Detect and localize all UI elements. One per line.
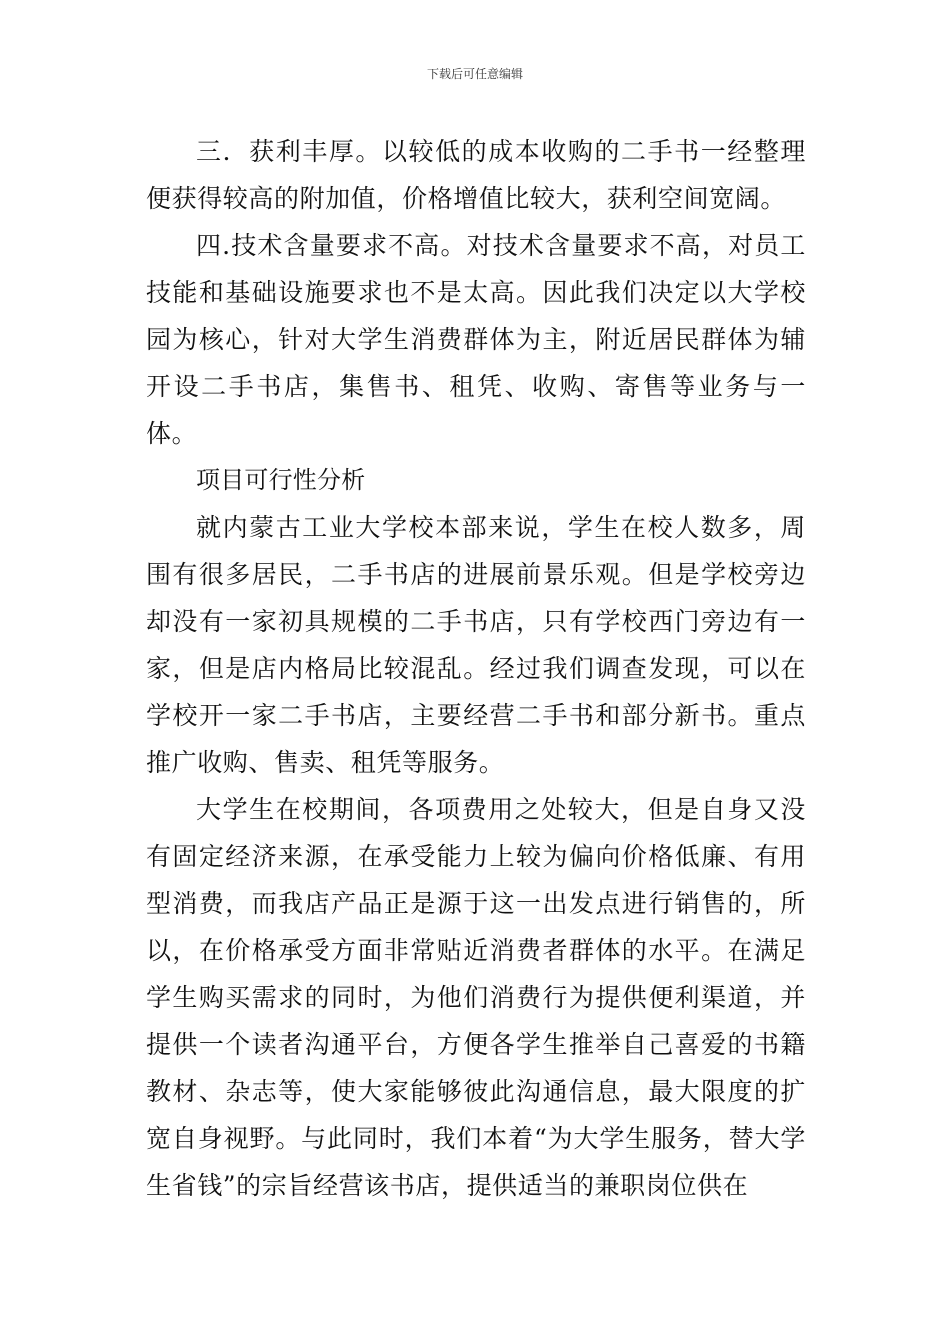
paragraph-profit: 三．获利丰厚。以较低的成本收购的二手书一经整理便获得较高的附加值，价格增值比较大，获利空间宽阔。 <box>146 137 806 213</box>
paragraph-technology: 四.技术含量要求不高。对技术含量要求不高，对员工技能和基础设施要求也不是太高。因此我们决定以大学校园为核心，针对大学生消费群体为主，附近居民群体为辅开设二手书店，集售书、租凭、收购、寄售等业务与一体。 <box>146 231 806 448</box>
paragraph-students: 大学生在校期间，各项费用之处较大，但是自身又没有固定经济来源，在承受能力上较为偏向价格低廉、有用型消费，而我店产品正是源于这一出发点进行销售的，所以，在价格承受方面非常贴近消费者群体的水平。在满足学生购买需求的同时，为他们消费行为提供便利渠道，并提供一个读者沟通平台，方便各学生推举自己喜爱的书籍教材、杂志等，使大家能够彼此沟通信息，最大限度的扩宽自身视野。与此同时，我们本着“为大学生服务，替大学生省钱”的宗旨经营该书店，提供适当的兼职岗位供在 <box>146 795 806 1200</box>
section-heading-feasibility: 项目可行性分析 <box>196 466 366 494</box>
paragraph-location: 就内蒙古工业大学校本部来说，学生在校人数多，周围有很多居民，二手书店的进展前景乐观。但是学校旁边却没有一家初具规模的二手书店，只有学校西门旁边有一家，但是店内格局比较混乱。经过我们调查发现，可以在学校开一家二手书店，主要经营二手书和部分新书。重点推广收购、售卖、租凭等服务。 <box>146 513 806 777</box>
page-header: 下载后可任意编辑 <box>426 67 523 81</box>
document-body <box>146 128 806 1209</box>
